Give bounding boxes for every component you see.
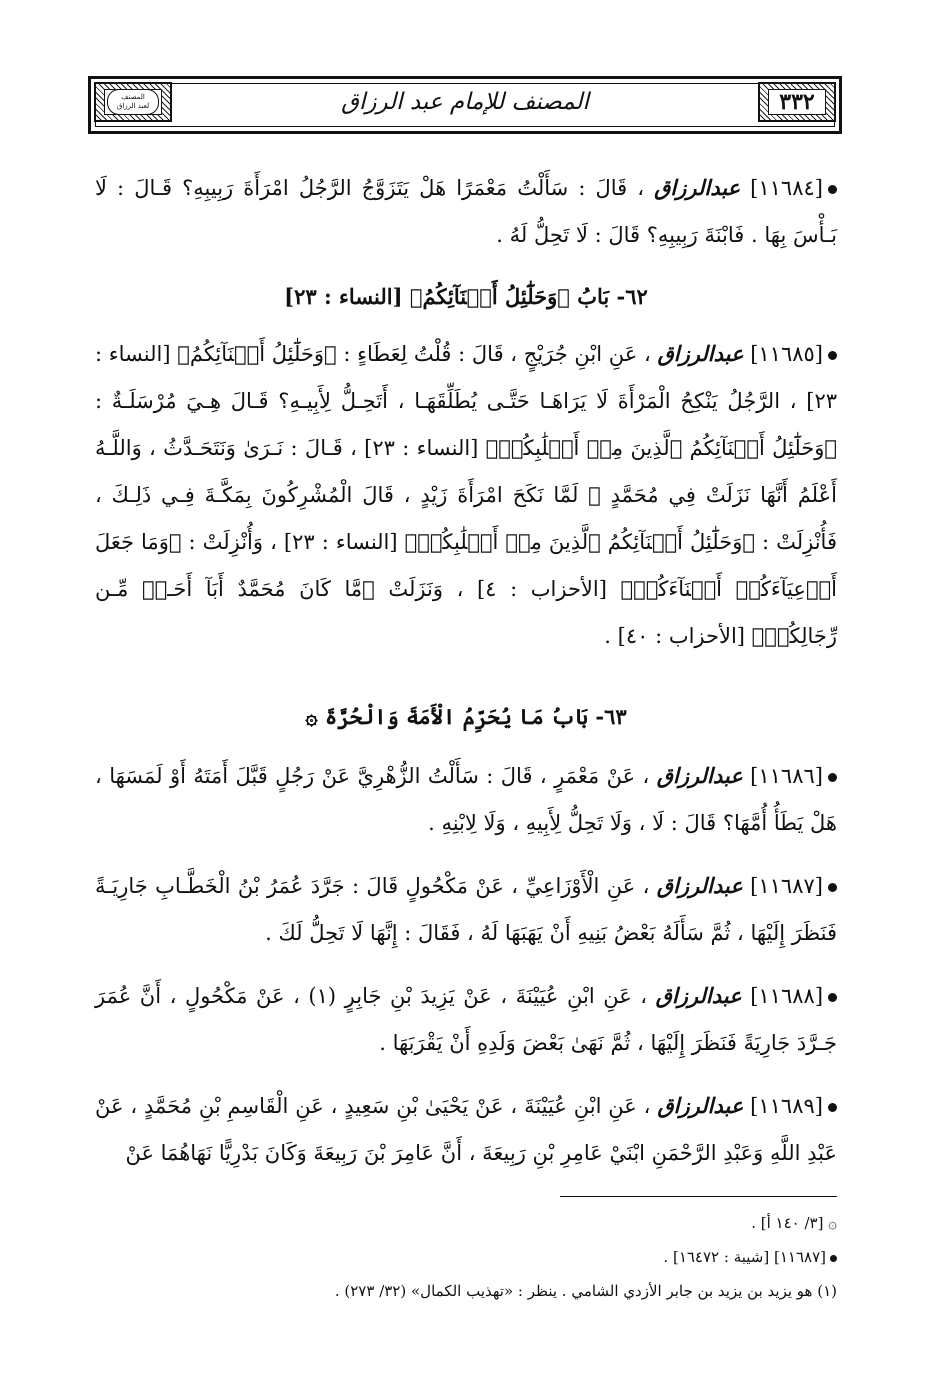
entry-bullet [828,351,837,360]
footnote-manuscript-ref: ۞ [٣/ ١٤٠ أ] . [751,1214,837,1232]
chapter-heading-62: ٦٢- بَابُ ﴿وَحَلَٰٓئِلُ أَبۡنَآئِكُمُ﴾ [النساء : ٢٣] [284,284,648,309]
page-number-plate [768,89,826,115]
entry-bullet [828,185,837,194]
footnote-cross-ref [95,1246,837,1268]
chapter-heading-63: ٦٣- بَابُ مَا يُحَرِّمُ الْأَمَةَ وَالْحُرَّةَ ۞ [305,704,627,729]
book-seal-plate [104,89,162,115]
entry-author: عبدالرزاق [656,763,743,788]
hadith-entry-11685 [95,330,837,660]
hadith-entry-11689 [95,1082,837,1177]
entry-number: [١١٦٨٩] [750,1094,823,1118]
entry-text: ، عَنْ مَعْمَرٍ ، قَالَ : سَأَلْتُ الزُّهْرِيَّ عَنْ رَجُلٍ قَبَّلَ أَمَتَهُ أَوْ لَمَسَهَا ، هَلْ يَطَأُ أُمَّهَا؟ قَالَ : لَا ، وَلَا تَحِلُّ لِأَبِيهِ ، وَلَا لِابْنِهِ . [95,764,837,835]
entry-number: [١١٦٨٦] [750,764,823,788]
book-seal-emblem [107,89,159,115]
entry-author: عبدالرزاق [654,175,741,200]
entry-text: ، عَنِ الْأَوْزَاعِيِّ ، عَنْ مَكْحُولٍ قَالَ : جَرَّدَ عُمَرُ بْنُ الْخَطَّـابِ جَارِيَـةً فَنَظَرَ إِلَيْهَا ، ثُمَّ سَأَلَهُ بَعْضُ بَنِيهِ أَنْ يَهَبَهَا لَهُ ، فَقَالَ : إِنَّهَا لَا تَحِلُّ لَكَ . [95,874,837,945]
entry-text: ، عَنِ ابْنِ عُيَيْنَةَ ، عَنْ يَحْيَىٰ بْنِ سَعِيدٍ ، عَنِ الْقَاسِمِ بْنِ مُحَمَّدٍ ، عَنْ عَبْدِ اللَّهِ وَعَبْدِ الرَّحْمَنِ ابْنَيْ عَامِرِ بْنِ رَبِيعَةَ ، أَنَّ عَامِرَ بْنَ رَبِيعَةَ وَكَانَ بَدْرِيًّا نَهَاهُمَا عَنْ [95,1094,837,1165]
entry-bullet [828,773,837,782]
book-seal-cartouche [94,82,172,122]
hadith-entry-11686 [95,752,837,847]
footnote-bullet [830,1255,837,1262]
entry-number: [١١٦٨٥] [750,342,823,366]
footnote-cross-ref-text: [١١٦٨٧] [شيبة : ١٦٤٧٢] . [663,1248,826,1266]
entry-text: ، عَنِ ابْنِ عُيَيْنَةَ ، عَنْ يَزِيدَ بْنِ جَابِرٍ (١) ، عَنْ مَكْحُولٍ ، أَنَّ عُمَرَ جَـرَّدَ جَارِيَةً فَنَظَرَ إِلَيْهَا ، ثُمَّ نَهَىٰ بَعْضَ وَلَدِهِ أَنْ يَقْرَبَهَا . [95,984,837,1055]
entry-author: عبدالرزاق [657,1093,744,1118]
seal-line-2: لعبد الرزاق [116,102,150,110]
entry-text: ، قَالَ : سَأَلْتُ مَعْمَرًا هَلْ يَتَزَوَّجُ الرَّجُلُ امْرَأَةَ رَبِيبِهِ؟ قَـالَ : لَا بَـأْسَ بِهَا . فَابْنَةَ رَبِيبِهِ؟ قَالَ : لَا تَحِلُّ لَهُ . [95,176,837,247]
page-number: ٣٣٢ [779,89,815,115]
running-header [88,76,842,134]
entry-text: ، عَنِ ابْنِ جُرَيْجٍ ، قَالَ : قُلْتُ لِعَطَاءٍ : ﴿وَحَلَٰٓئِلُ أَبۡنَآئِكُمُ﴾ [النساء : ٢٣] ، الرَّجُلُ يَنْكِحُ الْمَرْأَةَ لَا يَرَاهَـا حَتَّـى يُطَلِّقَهَـا ، أَتَحِـلُّ لِأَبِيـهِ؟ قَـالَ هِـيَ مُرْسَلَـةٌ : ﴿وَحَلَٰٓئِلُ أَبۡنَآئِكُمُ ٱلَّذِينَ مِنۡ أَصۡلَٰبِكُمۡ﴾ [النساء : ٢٣] ، قَـالَ : نَـرَىٰ وَنَتَحَـدَّثُ ، وَاللَّـهُ أَعْلَمُ أَنَّهَا نَزَلَتْ فِي مُحَمَّدٍ ﷺ لَمَّا نَكَحَ امْرَأَةَ زَيْدٍ ، قَالَ الْمُشْرِكُونَ بِمَكَّـةَ فِـي ذَلِـكَ ، فَأُنْزِلَتْ : ﴿وَحَلَٰٓئِلُ أَبۡنَآئِكُمُ ٱلَّذِينَ مِنۡ أَصۡلَٰبِكُمۡ﴾ [النساء : ٢٣] ، وَأُنْزِلَتْ : ﴿وَمَا جَعَلَ أَدۡعِيَآءَكُمۡ أَبۡنَآءَكُمۡ﴾ [الأحزاب : ٤] ، وَنَزَلَتْ ﴿مَّا كَانَ مُحَمَّدٌ أَبَآ أَحَـدٖ مِّـن رِّجَالِكُمۡ﴾ [الأحزاب : ٤٠] . [95,342,838,648]
seal-line-1: المصنف [121,93,145,101]
hadith-entry-11687 [95,862,837,957]
entry-author: عبدالرزاق [657,341,744,366]
entry-number: [١١٦٨٧] [750,874,823,898]
footnote-1: (١) هو يزيد بن يزيد بن جابر الأزدي الشامي . ينظر : «تهذيب الكمال» (٣٢/ ٢٧٣) . [334,1282,837,1300]
entry-bullet [828,993,837,1002]
entry-author: عبدالرزاق [655,983,742,1008]
page-number-cartouche [758,82,836,122]
entry-author: عبدالرزاق [656,873,743,898]
entry-bullet [828,883,837,892]
entry-bullet [828,1103,837,1112]
hadith-entry-11688 [95,972,837,1067]
entry-number: [١١٦٨٤] [750,176,823,200]
entry-number: [١١٦٨٨] [750,984,824,1008]
running-title: المصنف للإمام عبد الرزاق [341,89,589,115]
hadith-entry-11684 [95,164,837,259]
footnote-divider [560,1196,837,1197]
